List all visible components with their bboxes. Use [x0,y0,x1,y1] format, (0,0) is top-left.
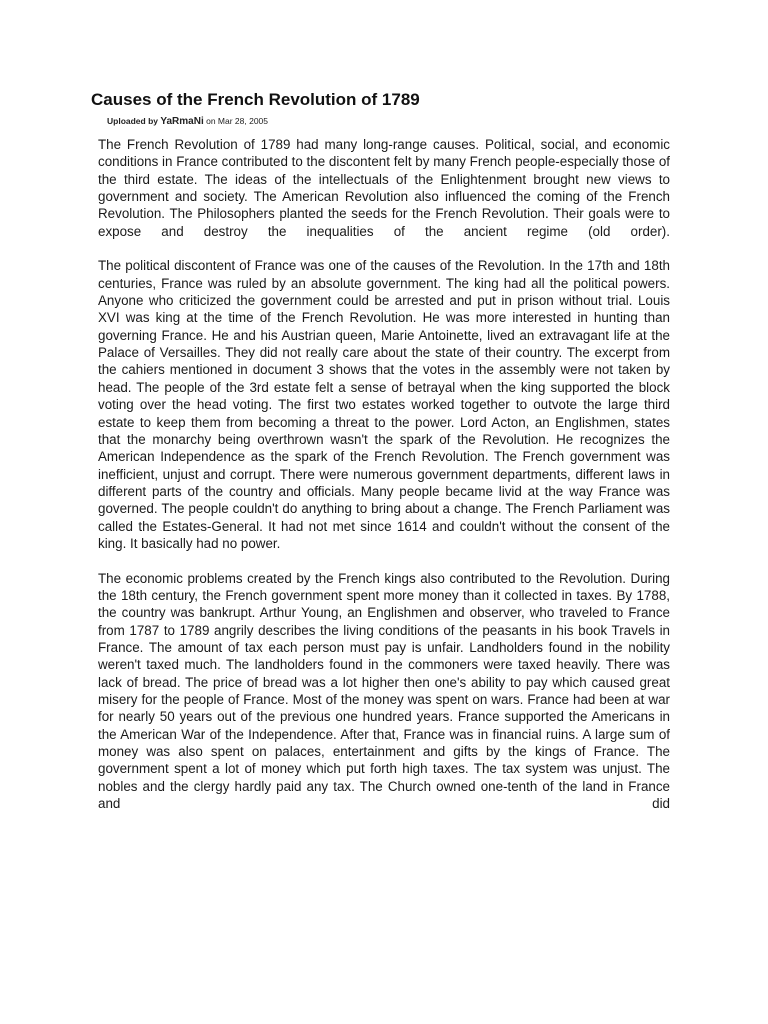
byline-prefix: Uploaded by [107,116,161,126]
upload-date: on Mar 28, 2005 [203,116,268,126]
paragraph-2: The political discontent of France was one of the causes of the Revolution. In the 17th and 18th centuries, France was ruled by an absolute government. The king had all the political powers. Anyone who criticized the government could be arrested and put in prison without trial. Louis XVI was king at the time of the French Revolution. He was more interested in hunting than governing France. He and his Austrian queen, Marie Antoinette, lived an extravagant life at the Palace of Versailles. They did not really care about the state of their country. The excerpt from the cahiers mentioned in document 3 shows that the votes in the assembly were not taken by head. The people of the 3rd estate felt a sense of betrayal when the king supported the block voting over the head voting. The first two estates worked together to outvote the large third estate to keep them from becoming a threat to the power. Lord Acton, an Englishmen, states that the monarchy being overthrown wasn't the spark of the Revolution. He recognizes the American Independence as the spark of the French Revolution. The French government was inefficient, unjust and corrupt. There were numerous government departments, different laws in different parts of the country and officials. Many people became livid at the way France was governed. The people couldn't do anything to bring about a change. The French Parliament was called the Estates-General. It had not met since 1614 and couldn't without the consent of the king. It basically had no power. [98,258,670,551]
upload-byline [107,116,268,127]
paragraph-3: The economic problems created by the French kings also contributed to the Revolution. During the 18th century, the French government spent more money than it collected in taxes. By 1788, the country was bankrupt. Arthur Young, an Englishmen and observer, who traveled to France from 1787 to 1789 angrily describes the living conditions of the peasants in his book Travels in France. The amount of tax each person must pay is unfair. Landholders found in the nobility weren't taxed much. The landholders found in the commoners were taxed heavily. There was lack of bread. The price of bread was a lot higher then one's ability to pay which caused great misery for the people of France. Most of the money was spent on wars. France had been at war for nearly 50 years out of the previous one hundred years. France supported the Americans in the American War of the Independence. After that, France was in financial ruins. A large sum of money was also spent on palaces, entertainment and gifts by the kings of France. The government spent a lot of money which put forth high taxes. The tax system was unjust. The nobles and the clergy hardly paid any tax. The Church owned one-tenth of the land in France and did [98,570,670,812]
document-title: Causes of the French Revolution of 1789 [91,90,420,109]
document-body [98,136,670,881]
paragraph-1: The French Revolution of 1789 had many long-range causes. Political, social, and economic conditions in France contributed to the discontent felt by many French people-especially those of the third estate. The ideas of the intellectuals of the Enlightenment brought new views to government and society. The American Revolution also influenced the coming of the French Revolution. The Philosophers planted the seeds for the French Revolution. Their goals were to expose and destroy the inequalities of the ancient regime (old order). [98,137,670,239]
uploader-name: YaRmaNi [160,116,204,127]
